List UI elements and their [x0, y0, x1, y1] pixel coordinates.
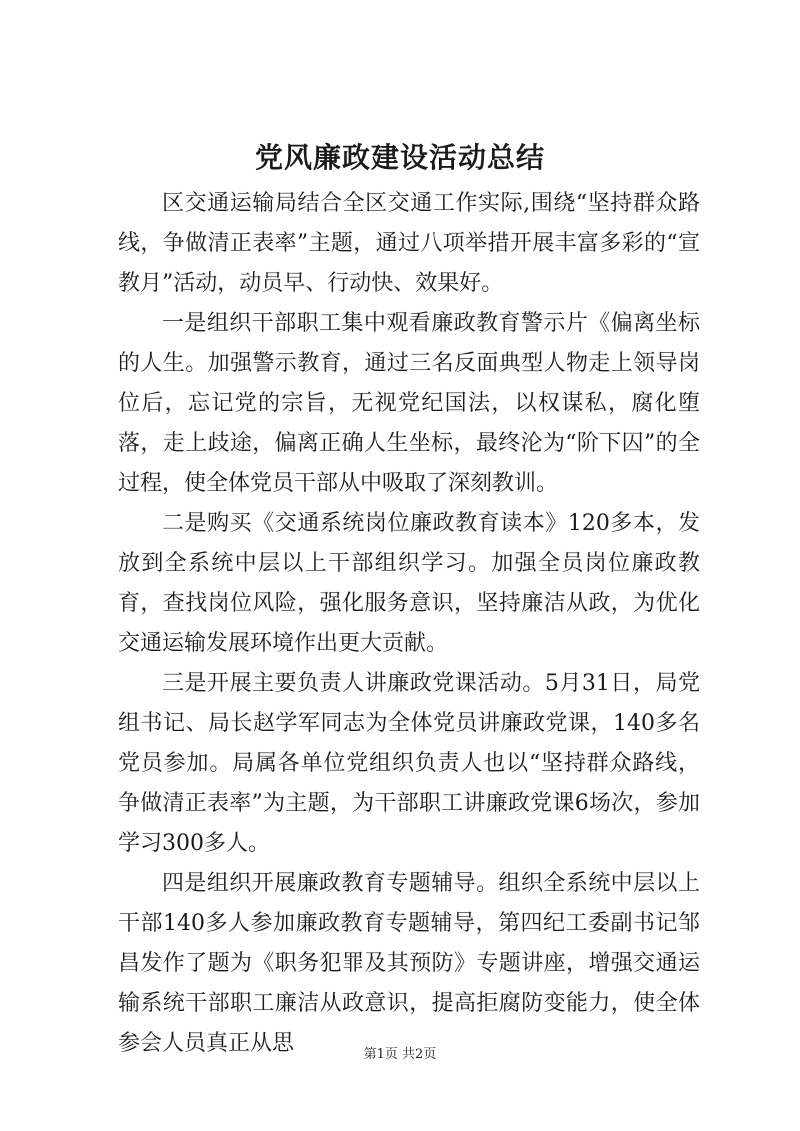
paragraph-intro: 区交通运输局结合全区交通工作实际,围绕“坚持群众路线，争做清正表率”主题，通过八项举措开展丰富多彩的“宣教月”活动，动员早、行动快、效果好。 — [118, 191, 700, 296]
document-title: 党风廉政建设活动总结 — [254, 141, 545, 174]
paragraph-item-3: 三是开展主要负责人讲廉政党课活动。5月31日，局党组书记、局长赵学军同志为全体党员讲廉政党课，140多名党员参加。局属各单位党组织负责人也以“坚持群众路线，争做清正表率”为主题，为干部职工讲廉政党课6场次，参加学习300多人。 — [118, 671, 700, 856]
paragraph-item-1: 一是组织干部职工集中观看廉政教育警示片《偏离坐标的人生。加强警示教育，通过三名反面典型人物走上领导岗位后，忘记党的宗旨，无视党纪国法，以权谋私，腐化堕落，走上歧途，偏离正确人生坐标，最终沦为“阶下囚”的全过程，使全体党员干部从中吸取了深刻教训。 — [118, 311, 700, 496]
paragraph-item-4: 四是组织开展廉政教育专题辅导。组织全系统中层以上干部140多人参加廉政教育专题辅导，第四纪工委副书记邹昌发作了题为《职务犯罪及其预防》专题讲座，增强交通运输系统干部职工廉洁从政意识，提高拒腐防变能力，使全体参会人员真正从思 — [118, 871, 700, 1056]
document-body — [118, 184, 700, 1064]
page-number-footer: 第1页 共2页 — [363, 1047, 437, 1062]
paragraph-item-2: 二是购买《交通系统岗位廉政教育读本》120多本，发放到全系统中层以上干部组织学习。加强全员岗位廉政教育，查找岗位风险，强化服务意识，坚持廉洁从政，为优化交通运输发展环境作出更大贡献。 — [118, 511, 700, 656]
